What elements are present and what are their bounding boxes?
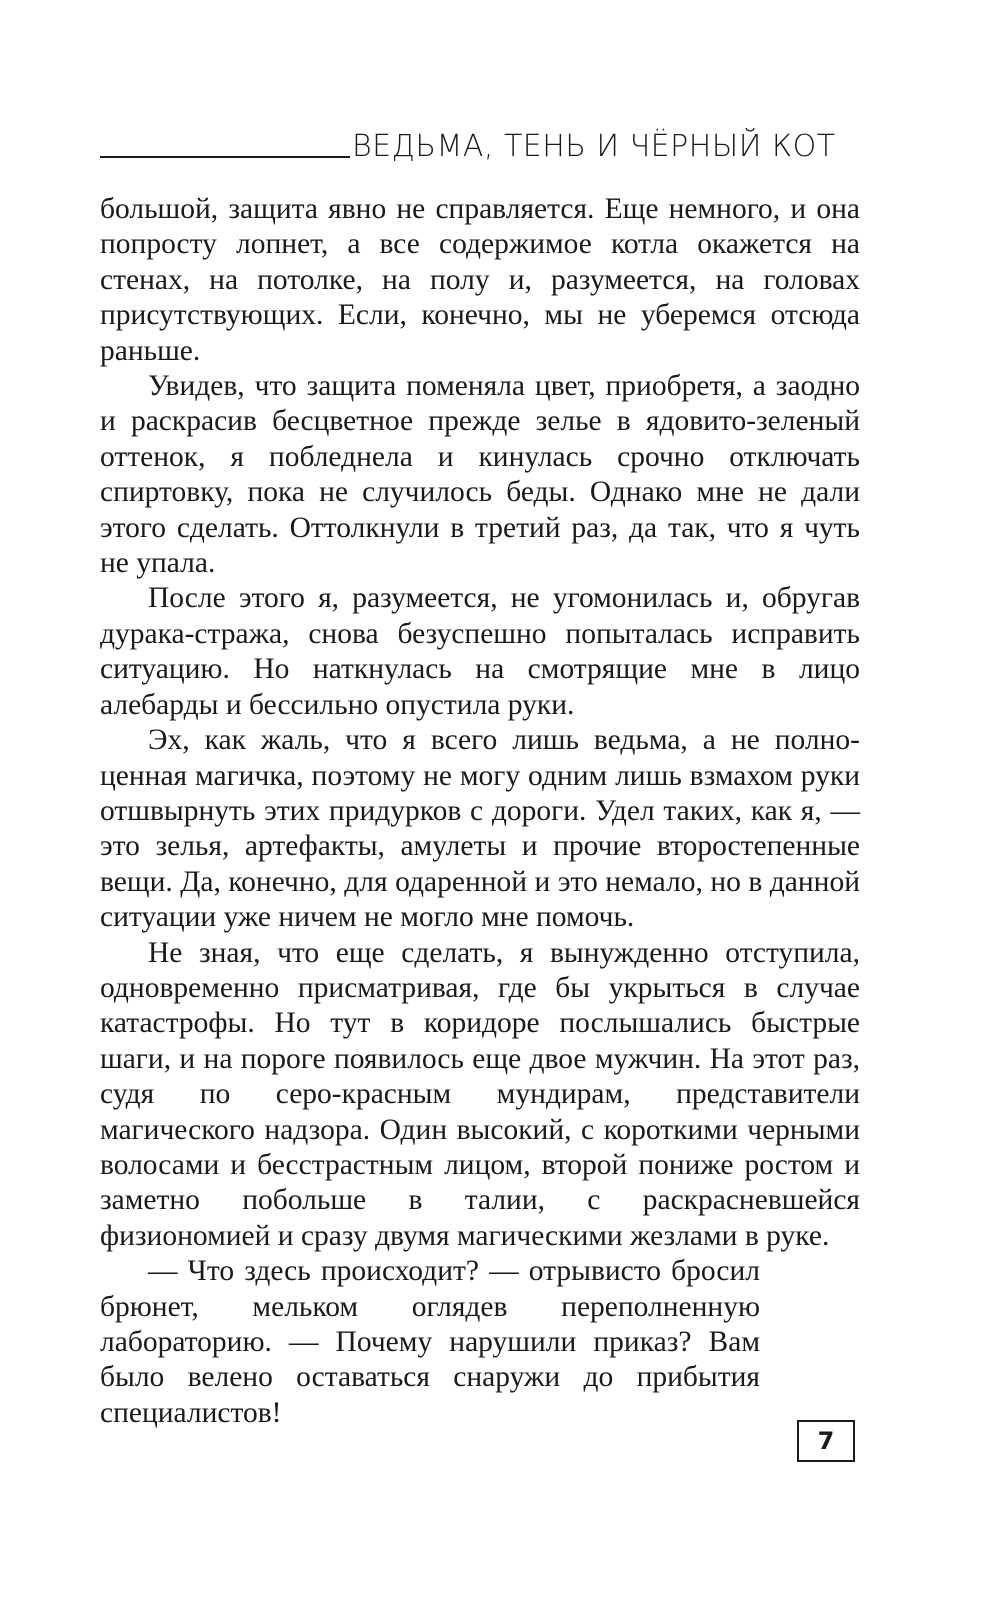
running-header	[100, 118, 860, 162]
paragraph: Увидев, что защита поменяла цвет, приобретя, а заодно и раскрасив бесцветное прежде зелье в ядовито-зеленый оттенок, я побледнела и кинулась срочно отключать спиртовку, пока не случилось беды. Однако мне не дали этого сделать. Оттолкнули в третий раз, да так, что я чуть не упала.	[100, 370, 860, 580]
header-rule	[100, 156, 350, 158]
paragraph: — Что здесь происходит? — отрывисто бросил брюнет, мельком оглядев переполненную лабораторию. — Почему нарушили приказ? Вам было велено оставаться снаружи до прибытия специалистов!	[100, 1255, 760, 1429]
paragraph: Не зная, что еще сделать, я вынужденно отступила, одновременно присматривая, где бы укрыться в случае катастрофы. Но тут в коридоре послышались быстрые шаги, и на пороге появилось еще двое мужчин. На этот раз, судя по серо-красным мундирам, представители магического надзора. Один высокий, с короткими черными волосами и бесстрастным лицом, второй пониже ростом и заметно побольше в талии, с раскрасневшейся физиономией и сразу двумя магическими жезлами в руке.	[100, 936, 860, 1252]
book-title: ВЕДЬМА, ТЕНЬ И ЧЁРНЫЙ КОТ	[352, 129, 836, 164]
paragraph: большой, защита явно не справляется. Еще немного, и она попросту лопнет, а все содержимое котла окажется на стенах, на потолке, на полу и, разумеется, на головах присутствующих. Если, конечно, мы не уберемся отсюда раньше.	[100, 193, 860, 367]
page-number: 7	[797, 1420, 855, 1462]
paragraph: После этого я, разумеется, не угомонилась и, обругав дурака-стража, снова безуспешно попыталась исправить ситуацию. Но наткнулась на смотрящие мне в лицо алебарды и бессильно опустила руки.	[100, 582, 860, 721]
body-text	[100, 192, 860, 1431]
paragraph: Эх, как жаль, что я всего лишь ведьма, а не полноценная магичка, поэтому не могу одним лишь взмахом руки отшвырнуть этих придурков с дороги. Удел таких, как я, — это зелья, артефакты, амулеты и прочие второстепенные вещи. Да, конечно, для одаренной и это немало, но в данной ситуации уже ничем не могло мне помочь.	[100, 724, 860, 934]
